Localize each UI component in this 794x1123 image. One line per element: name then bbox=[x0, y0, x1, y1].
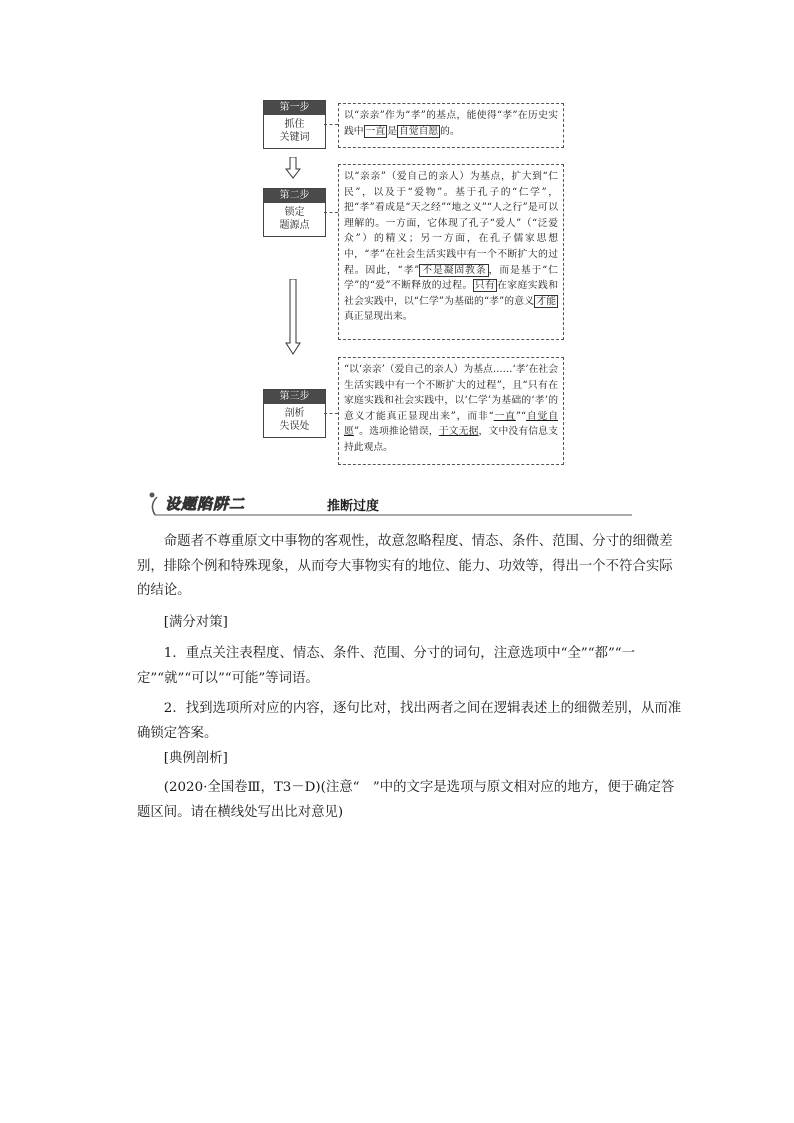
paragraph-strategy-1: 1．重点关注表程度、情态、条件、范围、分寸的词句，注意选项中“全”“都”“一定”“就”“可以”“可能”等词语。 bbox=[137, 646, 636, 686]
step-1-head: 第一步 bbox=[264, 101, 325, 115]
step-2-head: 第二步 bbox=[264, 189, 325, 203]
box2-boxed-3: 才能 bbox=[536, 295, 557, 307]
connector-2 bbox=[324, 212, 338, 213]
paragraph-example: (2020·全国卷Ⅲ，T3－D)(注意“ ”中的文字是选项与原文相对应的地方，便于确定答题区间。请在横线处写出比对意见) bbox=[137, 780, 675, 820]
box2-boxed-2: 只有 bbox=[474, 280, 496, 292]
paragraph-intro: 命题者不尊重原文中事物的客观性，故意忽略程度、情态、条件、范围、分寸的细微差别，排除个例和特殊现象，从而夸大事物实有的地位、能力、功效等，得出一个不符合实际的结论。 bbox=[137, 534, 673, 598]
box3-underlined-1: 一直 bbox=[493, 410, 516, 422]
step-2-label bbox=[263, 188, 326, 237]
box3-text-2: ”“ bbox=[515, 410, 526, 422]
box3-underlined-2: 自觉自愿 bbox=[344, 410, 558, 438]
step-3-line2: 失误处 bbox=[279, 421, 310, 432]
box2-text-3: 在家庭实践和社会实践中，以“仁学”为基础的“孝”的意义 bbox=[344, 280, 559, 307]
box1-boxed-1: 一直 bbox=[365, 125, 386, 137]
step-1-label bbox=[263, 100, 326, 149]
box2-text-4: 真正显现出来。 bbox=[344, 311, 413, 323]
step-1-line1: 抓住 bbox=[284, 119, 305, 130]
box3-underlined-3: 于文无据 bbox=[438, 426, 479, 438]
step-2-line1: 锁定 bbox=[284, 207, 305, 218]
section-header bbox=[147, 491, 637, 517]
box3-text-4: ，文中没有信息支持此观点。 bbox=[344, 426, 559, 453]
step-3-label bbox=[263, 389, 326, 438]
down-arrow-icon bbox=[285, 157, 301, 179]
paragraph-strategy-2: 2．找到选项所对应的内容，逐句比对，找出两者之间在逻辑表述上的细微差别，从而准确锁定答案。 bbox=[137, 701, 682, 741]
long-down-arrow-icon bbox=[285, 279, 301, 355]
box1-text-3: 的。 bbox=[440, 125, 460, 137]
section-title: 推断过度 bbox=[327, 499, 380, 514]
step-1-box bbox=[338, 103, 564, 148]
step-2-box bbox=[338, 164, 564, 340]
box2-text-1: 以“亲亲”（爱自己的亲人）为基点，扩大到“仁民”，以及于“爱物”。基于孔子的“仁学”，把“孝”看成是“天之经”“地之义”“人之行”是可以理解的。一方面，它体现了孔子“爱人”（“泛爱众”）的精义；另一方面，在孔子儒家思想中，“孝”在社会生活实践中有一个不断扩大的过程。因此，“孝” bbox=[344, 171, 558, 276]
box1-text-1: 以“亲亲”作为“孝”的基点，能使得“孝”在历史实践中 bbox=[344, 110, 558, 137]
step-3-box bbox=[338, 357, 564, 465]
connector-1 bbox=[324, 124, 338, 125]
section-banner-label: 设题陷阱二 bbox=[165, 495, 246, 513]
box1-boxed-2: 自觉自愿 bbox=[398, 125, 439, 137]
box3-text-1: “以‘亲亲’（爱自己的亲人）为基点……‘孝’在社会生活实践中有一个不断扩大的过程”，且“只有在家庭实践和社会实践中，以‘仁学’为基础的‘孝’的意义才能真正显现出来”，而非“ bbox=[344, 364, 558, 422]
heading-example: [典例剖析] bbox=[163, 751, 228, 766]
step-1-line2: 关键词 bbox=[279, 132, 310, 143]
box3-text-3: ”。选项推论错误， bbox=[353, 426, 439, 438]
box2-text-2: ，而是基于“仁学”的“爱”不断释放的过程。 bbox=[344, 264, 558, 292]
box1-text-2: 是 bbox=[387, 125, 397, 137]
step-3-head: 第三步 bbox=[264, 390, 325, 404]
step-2-line2: 题源点 bbox=[279, 220, 310, 231]
box2-boxed-1: 不是凝固教条 bbox=[421, 264, 487, 276]
heading-strategy: [满分对策] bbox=[163, 615, 228, 630]
connector-3 bbox=[324, 413, 338, 414]
step-3-line1: 剖析 bbox=[284, 408, 305, 419]
